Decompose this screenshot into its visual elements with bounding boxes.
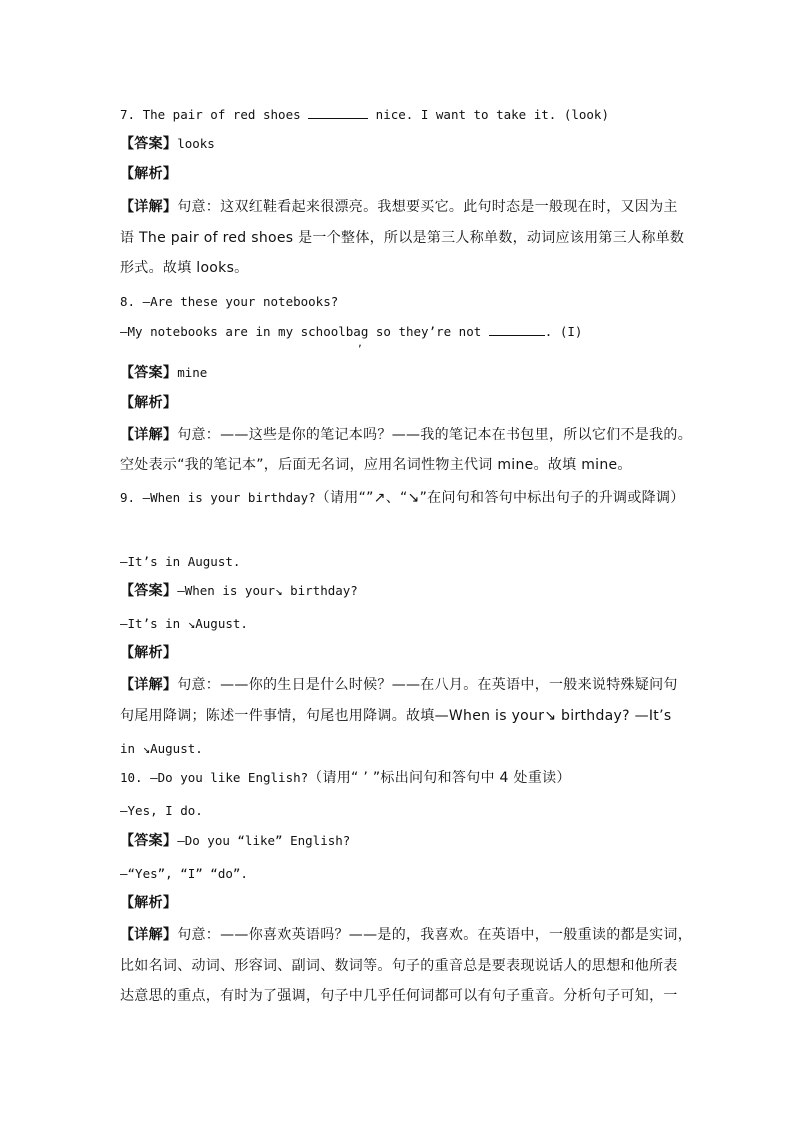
detail-label: 【详解】: [120, 927, 178, 943]
q10-detail-1: [120, 926, 692, 944]
q7-blank[interactable]: [308, 106, 368, 119]
q10-detail-2: 比如名词、动词、形容词、副词、数词等。句子的重音总是要表现说话人的思想和他所表: [120, 958, 678, 974]
answer-label: 【答案】: [120, 365, 178, 381]
q7-detail-3: 形式。故填 looks。: [120, 260, 249, 276]
q9-detail-1: [120, 676, 678, 694]
q8-analysis-label: 【解析】: [120, 395, 178, 411]
q10-answer-2: —“Yes”, “I” “do”.: [120, 866, 248, 881]
answer-label: 【答案】: [120, 833, 178, 849]
q8-line2-mid: so they’re not: [368, 324, 489, 339]
q9-question-line1: [120, 489, 685, 507]
q10-question-line1: [120, 769, 571, 787]
q8-line2-suffix: . (I): [544, 324, 583, 339]
q7-analysis-label: 【解析】: [120, 166, 178, 182]
q8-answer: [120, 364, 207, 382]
q10-line1-cn: （请用“ ’ ”标出问句和答句中 4 处重读）: [308, 770, 571, 786]
q7-detail-1: [120, 198, 678, 216]
q9-line1-cn: （请用“”↗、“↘”在问句和答句中标出句子的升调或降调）: [315, 490, 685, 506]
q8-detail-text: 句意：——这些是你的笔记本吗？——我的笔记本在书包里，所以它们不是我的。: [177, 427, 693, 443]
q7-detail-2: 语 The pair of red shoes 是一个整体，所以是第三人称单数，动词应该用第三人称单数: [120, 230, 685, 246]
q10-answer-1: —Do you “like” English?: [177, 833, 351, 848]
q10-detail-text: 句意：——你喜欢英语吗？——是的，我喜欢。在英语中，一般重读的都是实词，: [177, 927, 693, 943]
q9-line1-en: 9. —When is your birthday?: [120, 490, 316, 505]
q8-line2-prefix: —My notebooks are in my schoolbag: [120, 324, 369, 339]
q10-detail-3: 达意思的重点，有时为了强调，句子中几乎任何词都可以有句子重音。分析句子可知，一: [120, 988, 678, 1004]
q8-detail-1: [120, 426, 692, 444]
q10-question-line2: —Yes, I do.: [120, 803, 203, 818]
q7-prefix: 7. The pair of red shoes: [120, 107, 309, 122]
q8-question-line1: 8. —Are these your notebooks?: [120, 294, 339, 309]
q8-blank[interactable]: [489, 323, 545, 336]
q7-detail-text: 句意：这双红鞋看起来很漂亮。我想要买它。此句时态是一般现在时，又因为主: [177, 199, 678, 215]
q10-answer: [120, 832, 350, 850]
q9-detail-2: 句尾用降调；陈述一件事情，句尾也用降调。故填—When is your↘ birthday? —It’s: [120, 708, 672, 724]
q10-analysis-label: 【解析】: [120, 895, 178, 911]
q8-answer-value: mine: [177, 365, 208, 380]
q8-question-line2: [120, 323, 582, 341]
q9-question-line2: —It’s in August.: [120, 554, 241, 569]
q9-answer-2: —It’s in ↘August.: [120, 616, 248, 631]
q8-comma-mark: ,: [357, 338, 364, 349]
answer-label: 【答案】: [120, 136, 178, 152]
q9-answer-1: —When is your↘ birthday?: [177, 583, 358, 598]
detail-label: 【详解】: [120, 427, 178, 443]
q8-detail-2: 空处表示“我的笔记本”，后面无名词，应用名词性物主代词 mine。故填 mine。: [120, 457, 632, 473]
detail-label: 【详解】: [120, 199, 178, 215]
q9-detail-3: in ↘August.: [120, 741, 203, 756]
q10-line1-en: 10. —Do you like English?: [120, 770, 309, 785]
q7-answer: [120, 135, 215, 153]
q7-question: [120, 106, 609, 124]
detail-label: 【详解】: [120, 677, 178, 693]
q9-analysis-label: 【解析】: [120, 645, 178, 661]
q7-suffix: nice. I want to take it. (look): [368, 107, 609, 122]
q9-detail-text: 句意：——你的生日是什么时候？——在八月。在英语中，一般来说特殊疑问句: [177, 677, 678, 693]
answer-label: 【答案】: [120, 583, 178, 599]
q9-answer: [120, 582, 358, 600]
q7-answer-value: looks: [177, 136, 215, 151]
